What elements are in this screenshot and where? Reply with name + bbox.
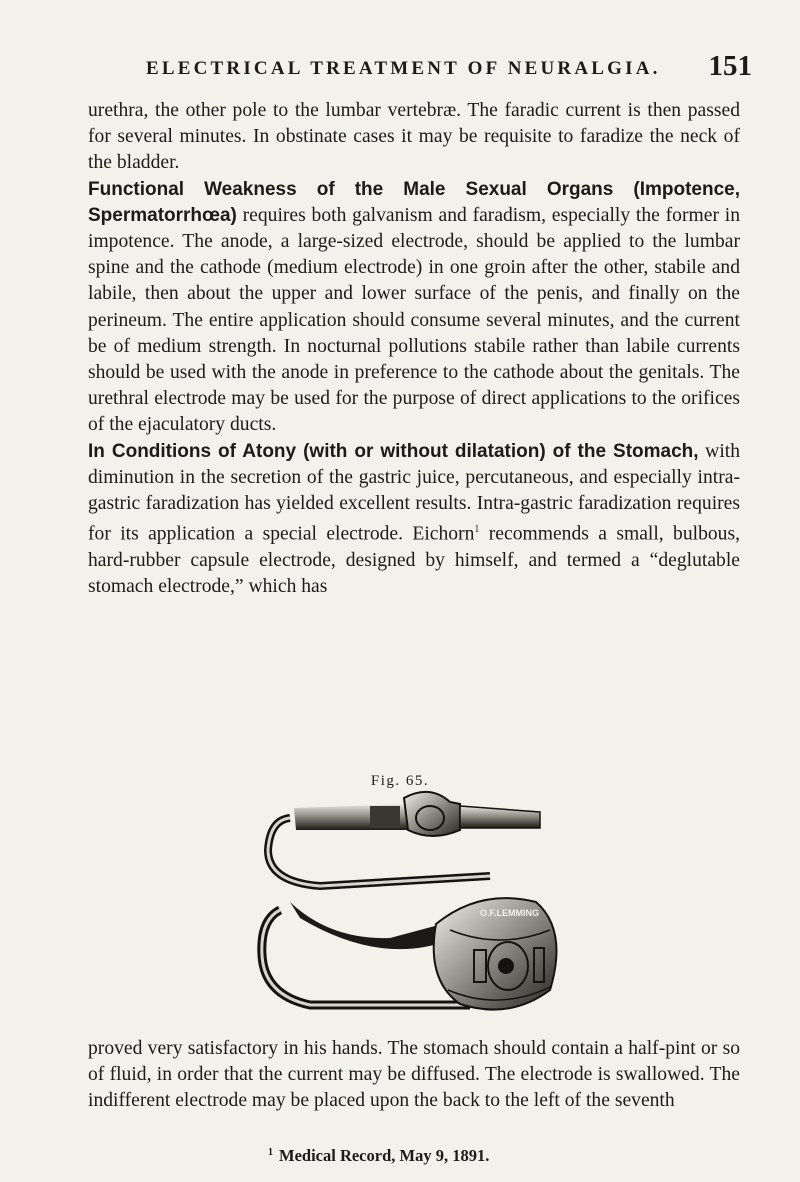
heading-atony: In Conditions of Atony (with or without dilatation) of the Stomach, [88, 440, 699, 462]
lower-electrode [262, 898, 557, 1009]
page-number: 151 [708, 50, 752, 82]
paragraph-results: proved very satisfactory in his hands. The stomach should contain a half-pint or so of fluid, in order that the current may be diffused. The electrode is swallowed. The indifferent electrode may be placed upon the back to the left of the seventh [88, 1038, 740, 1112]
electrode-illustration [250, 790, 570, 1026]
paragraph-functional-weakness-body: requires both galvanism and faradism, especially the former in impotence. The anode, a large-sized electrode, should be applied to the lumbar spine and the cathode (medium electrode) in one groin after the other, stabile and labile, then about the upper and lower surface of the penis, and finally on the perineum. The entire application should consume several minutes, and the current be of medium strength. In nocturnal pollutions stabile rather than labile currents should be used with the anode in preference to the cathode about the genitals. The urethral electrode may be used for the purpose of direct applications to the orifices of the ejaculatory ducts. [88, 204, 740, 436]
paragraph-atony [88, 439, 740, 601]
paragraph-atony-body-a: with diminution in the secretion of the gastric juice, percutaneous, and especially intra-gastric faradization has yielded excellent results. Intra-gastric faradization requires for its application a special electrode. Eichorn [88, 440, 741, 545]
text-block-lower [88, 1036, 740, 1115]
running-title: ELECTRICAL TREATMENT OF NEURALGIA. [146, 58, 661, 79]
paragraph-functional-weakness [88, 177, 740, 439]
paragraph-urethra: urethra, the other pole to the lumbar vertebræ. The faradic current is then passed for several minutes. In obstinate cases it may be requisite to faradize the neck of the bladder. [88, 100, 740, 174]
upper-electrode [268, 792, 540, 886]
heading-functional-weakness: Functional Weakness of the Male Sexual Organs (Impotence, Spermatorrhœa) [88, 178, 740, 226]
paragraph-atony-body-b: recommends a small, bulbous, hard-rubber capsule electrode, designed by himself, and termed a “deglutable stomach electrode,” which has [88, 523, 740, 598]
text-block-upper [88, 98, 740, 600]
footnote [268, 1146, 489, 1166]
figure-caption: Fig. 65. [370, 773, 430, 789]
page-header [90, 50, 752, 90]
footnote-marker: 1 [268, 1146, 273, 1158]
footnote-reference: 1 [474, 524, 480, 536]
engraver-mark: O.F.LEMMING [480, 908, 539, 918]
footnote-text: Medical Record, May 9, 1891. [279, 1146, 490, 1165]
